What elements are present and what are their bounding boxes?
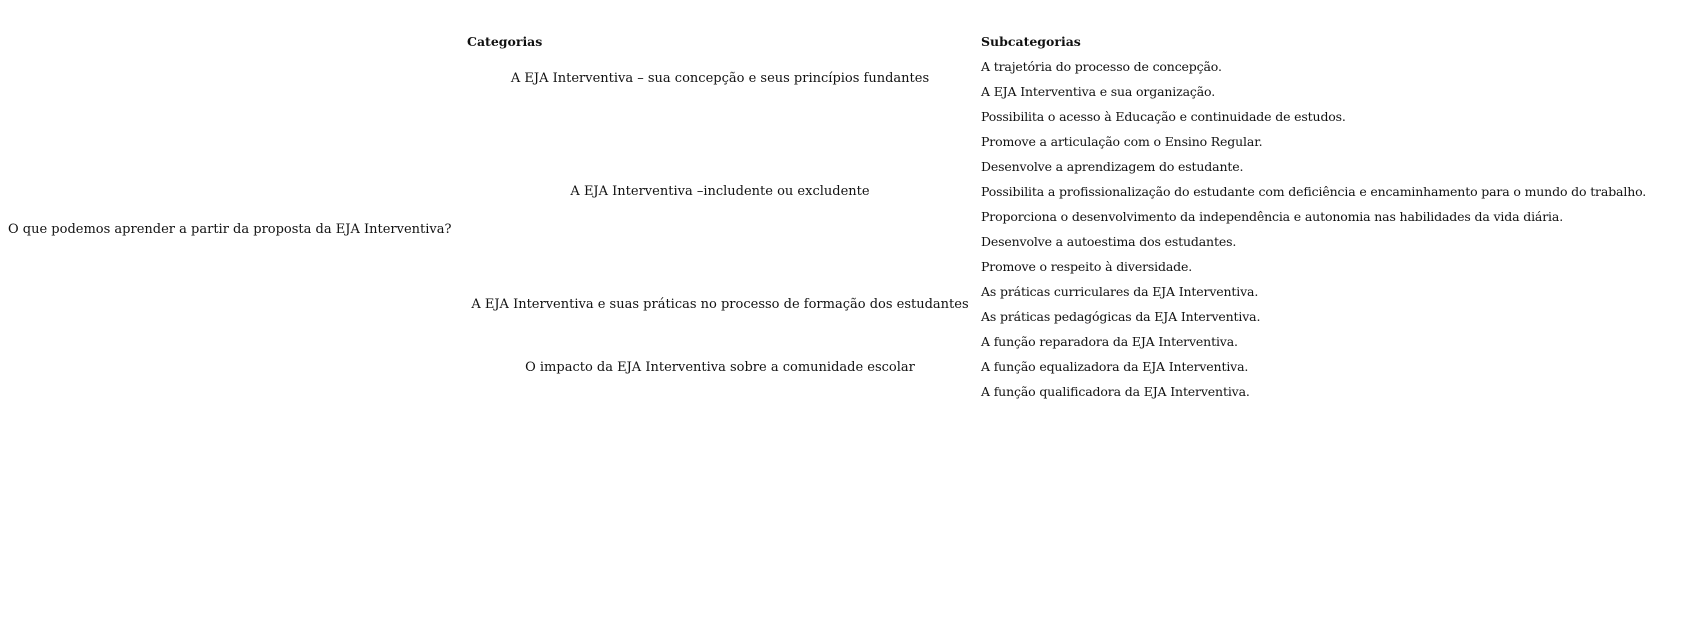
- subcategory-item: A função reparadora da EJA Interventiva.: [981, 334, 1238, 349]
- category-item: A EJA Interventiva –includente ou excludente: [570, 184, 870, 199]
- subcategory-item: Desenvolve a autoestima dos estudantes.: [981, 234, 1237, 249]
- subcategory-item: As práticas curriculares da EJA Interventiva.: [981, 284, 1259, 299]
- subcategories-header: Subcategorias: [981, 34, 1081, 49]
- category-item: O impacto da EJA Interventiva sobre a comunidade escolar: [525, 360, 915, 375]
- subcategory-item: A trajetória do processo de concepção.: [981, 59, 1222, 74]
- subcategory-item: As práticas pedagógicas da EJA Interventiva.: [981, 309, 1261, 324]
- category-item: A EJA Interventiva e suas práticas no processo de formação dos estudantes: [471, 297, 969, 312]
- category-item: A EJA Interventiva – sua concepção e seus princípios fundantes: [510, 71, 930, 86]
- subcategory-item: A EJA Interventiva e sua organização.: [981, 84, 1216, 99]
- subcategory-item: A função equalizadora da EJA Interventiva.: [981, 359, 1249, 374]
- subcategory-item: Possibilita a profissionalização do estudante com deficiência e encaminhamento para o mundo do trabalho.: [981, 184, 1647, 199]
- subcategory-item: Promove o respeito à diversidade.: [981, 259, 1193, 274]
- subcategory-item: Proporciona o desenvolvimento da independência e autonomia nas habilidades da vida diária.: [981, 209, 1564, 224]
- subcategory-item: Promove a articulação com o Ensino Regular.: [981, 134, 1263, 149]
- subcategory-item: Desenvolve a aprendizagem do estudante.: [981, 159, 1244, 174]
- categories-header: Categorias: [467, 34, 543, 49]
- root-question: O que podemos aprender a partir da proposta da EJA Interventiva?: [8, 222, 452, 237]
- subcategory-item: A função qualificadora da EJA Interventiva.: [981, 384, 1250, 399]
- subcategory-item: Possibilita o acesso à Educação e continuidade de estudos.: [981, 109, 1346, 124]
